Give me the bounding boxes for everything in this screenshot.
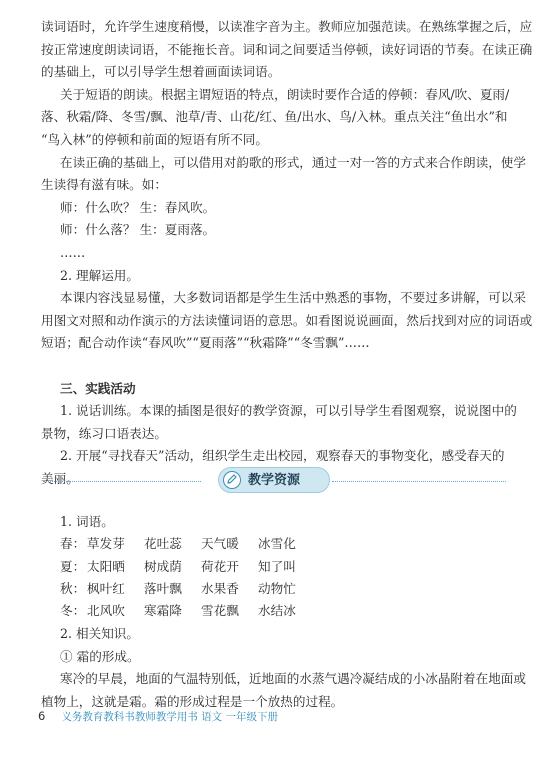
- text-line: 景物，练习口语表达。: [41, 425, 167, 441]
- book-title: 义务教育教科书教师教学用书 语文 一年级下册: [61, 711, 279, 723]
- season-row: [60, 600, 508, 622]
- text-line: 的基础上，可以引导学生想着画面读词语。: [41, 64, 281, 80]
- vocab-word: 北风吹: [87, 603, 125, 619]
- dotted-rule: [332, 481, 506, 482]
- ellipsis-line: ……: [60, 244, 86, 260]
- vocab-word: 水果香: [201, 580, 239, 596]
- vocabulary-list: [60, 511, 508, 622]
- resources-banner: [218, 467, 330, 493]
- text-line: 1. 说话训练。本课的插图是很好的教学资源，可以引导学生看图观察，说说图中的: [60, 403, 517, 419]
- vocab-word: 枫叶红: [87, 580, 125, 596]
- dialogue-line: 师：什么落？ 生：夏雨落。: [60, 222, 216, 238]
- vocab-word: 树成荫: [144, 558, 182, 574]
- text-line: 美丽。: [41, 470, 79, 486]
- subheading: 2. 理解运用。: [60, 267, 139, 283]
- text-line: 在读正确的基础上，可以借用对韵歌的形式，通过一对一答的方式来合作朗读，使学: [60, 154, 526, 170]
- text-line: 2. 开展“寻找春天”活动，组织学生走出校园，观察春天的事物变化，感受春天的: [60, 448, 505, 464]
- vocab-word: 草发芽: [87, 536, 125, 552]
- text-line: 读词语时，允许学生速度稍慢，以读准字音为主。教师应加强范读。在熟练掌握之后，应: [41, 19, 533, 34]
- season-label: 冬：: [60, 603, 86, 619]
- season-label: 春：: [60, 536, 86, 552]
- blank-line: [41, 355, 508, 378]
- item-label: 1. 词语。: [60, 514, 114, 529]
- text-line: 按正常速度朗读词语，不能拖长音。词和词之间要适当停顿，读好词语的节奏。在读正确: [41, 41, 533, 57]
- page-number: 6: [38, 709, 46, 723]
- vocab-word: 雪花飘: [201, 603, 239, 619]
- vocab-word: 荷花开: [201, 558, 239, 574]
- vocab-word: 水结冰: [258, 603, 296, 619]
- page-footer: [38, 709, 278, 724]
- dialogue-line: 师：什么吹？ 生：春风吹。: [60, 199, 216, 215]
- text-line: 寒冷的早晨，地面的气温特别低，近地面的水蒸气遇冷凝结成的小冰晶附着在地面或: [60, 671, 526, 687]
- vocab-word: 动物忙: [258, 580, 296, 596]
- text-line: 关于短语的朗读。根据主谓短语的特点，朗读时要作合适的停顿：春风/吹、夏雨/: [60, 86, 510, 102]
- related-knowledge: [41, 623, 526, 713]
- text-line: “鸟入林”的停顿和前面的短语有所不同。: [41, 131, 268, 147]
- vocab-word: 冰雪化: [258, 536, 296, 552]
- resources-heading: 教学资源: [248, 473, 301, 488]
- dotted-rule: [43, 481, 201, 482]
- section-heading: 三、实践活动: [60, 380, 136, 396]
- body-text: [41, 16, 533, 490]
- text-line: 本课内容浅显易懂，大多数词语都是学生生活中熟悉的事物，不要过多讲解，可以采: [60, 290, 526, 306]
- vocab-word: 花吐蕊: [144, 536, 182, 552]
- resources-divider: [43, 467, 506, 497]
- vocab-word: 落叶飘: [144, 580, 182, 596]
- vocab-word: 寒霜降: [144, 603, 182, 619]
- season-row: [60, 578, 508, 600]
- vocab-word: 太阳晒: [87, 558, 125, 574]
- vocab-word: 知了叫: [258, 558, 296, 574]
- text-line: 短语；配合动作读“春风吹”“夏雨落”“秋霜降”“冬雪飘”……: [41, 335, 370, 351]
- text-line: 用图文对照和动作演示的方法读懂词语的意思。如看图说说画面，然后找到对应的词语或: [41, 312, 533, 328]
- season-label: 秋：: [60, 580, 86, 596]
- text-line: 落、秋霜/降、冬雪/飘、池草/青、山花/红、鱼/出水、鸟/入林。重点关注“鱼出水”和: [41, 109, 508, 125]
- season-row: [60, 533, 508, 555]
- vocab-word: 天气暖: [201, 536, 239, 552]
- sub-heading: ① 霜的形成。: [60, 648, 140, 664]
- list-heading: [60, 511, 508, 533]
- list-heading: 2. 相关知识。: [60, 626, 139, 641]
- season-row: [60, 556, 508, 578]
- pencil-circle-icon: [223, 471, 241, 489]
- season-label: 夏：: [60, 558, 86, 574]
- text-line: 植物上，这就是霜。霜的形成过程是一个放热的过程。: [41, 693, 344, 709]
- text-line: 生读得有滋有味。如：: [41, 177, 167, 193]
